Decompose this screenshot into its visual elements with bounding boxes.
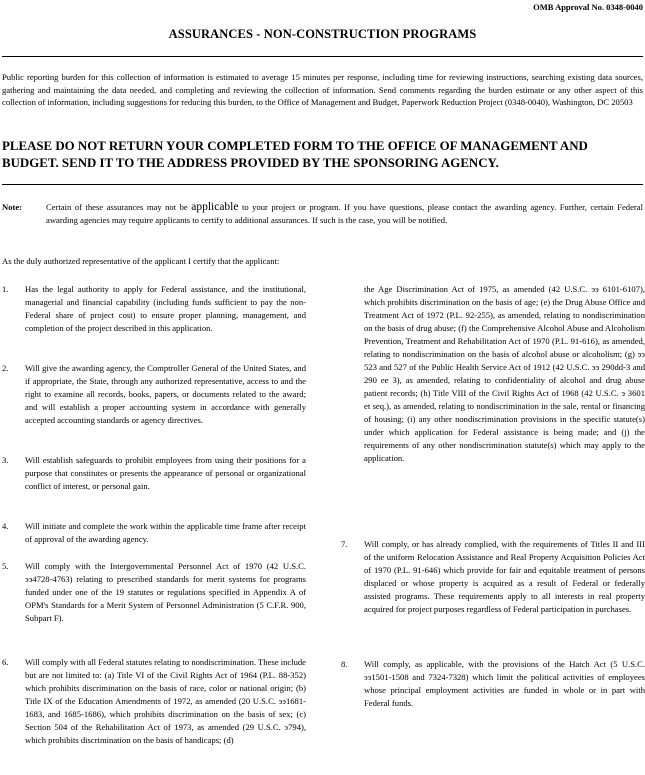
item-number: 5.: [2, 561, 9, 571]
divider-top: [2, 56, 643, 57]
note-label: Note:: [2, 202, 23, 212]
return-notice: PLEASE DO NOT RETURN YOUR COMPLETED FORM TO THE OFFICE OF MANAGEMENT AND BUDGET. SEND IT TO THE ADDRESS PROVIDED BY THE SPONSORING AGENCY.: [2, 139, 588, 170]
note-text-applicable: applicable: [191, 201, 239, 213]
burden-statement: Public reporting burden for this collection of information is estimated to average 15 minutes per response, including time for reviewing instructions, searching existing data sources, gathering and maintaining the data needed, and completing and reviewing the collection of information. Send comments regarding the burden estimate or any other aspect of this collection of information, including suggestions for reducing this burden, to the Office of Management and Budget, Paperwork Reduction Project (0348-0040), Washington, DC 20503: [2, 72, 643, 108]
item-number: 3.: [2, 455, 9, 465]
item-text: Will comply with the Intergovernmental Personnel Act of 1970 (42 U.S.C. ээ4728-4763) relating to prescribed standards for merit systems for programs funded under one of the 19 statutes or regulations specified in Appendix A of OPM's Standards for a Merit System of Personnel Administration (5 C.F.R. 900, Subpart F).: [25, 561, 306, 623]
item-text: Will initiate and complete the work within the applicable time frame after receipt of approval of the awarding agency.: [25, 521, 306, 544]
omb-approval-number: OMB Approval No. 0348-0040: [533, 2, 643, 12]
item-number: 6.: [2, 657, 9, 667]
item-text: Has the legal authority to apply for Federal assistance, and the institutional, managerial and financial capability (including funds sufficient to pay the non-Federal share of project cost) to ensure proper planning, management, and completion of the project described in this application.: [25, 284, 306, 333]
item-number: 7.: [341, 539, 348, 549]
item-number: 4.: [2, 521, 9, 531]
divider-middle: [2, 184, 643, 185]
page-title: ASSURANCES - NON-CONSTRUCTION PROGRAMS: [168, 27, 477, 41]
item-number: 1.: [2, 284, 9, 294]
item-number: 2.: [2, 363, 9, 373]
note-text-after: to your project or program. If you have questions, please contact the awarding agency. Further, certain Federal awarding agencies may require applicants to certify to additional assurances. If such is the case, you will be notified.: [46, 202, 643, 225]
item-text: Will give the awarding agency, the Comptroller General of the United States, and if appropriate, the State, through any authorized representative, access to and the right to examine all records, books, papers, or documents related to the award; and will establish a proper accounting system in accordance with generally accepted accounting standards or agency directives.: [25, 363, 306, 425]
item-text: Will comply with all Federal statutes relating to nondiscrimination. These include but are not limited to: (a) Title VI of the Civil Rights Act of 1964 (P.L. 88-352) which prohibits discrimination on the basis of race, color or national origin; (b) Title IX of the Education Amendments of 1972, as amended (20 U.S.C. ээ1681-1683, and 1685-1686), which prohibits discrimination on the basis of sex; (c) Section 504 of the Rehabilitation Act of 1973, as amended (29 U.S.C. э794), which prohibits discrimination on the basis of handicaps; (d): [25, 657, 306, 745]
item-text: Will comply, as applicable, with the provisions of the Hatch Act (5 U.S.C. ээ1501-1508 and 7324-7328) which limit the political activities of employees whose principal employment activities are funded in whole or in part with Federal funds.: [364, 659, 645, 708]
note-text-before: Certain of these assurances may not be: [46, 202, 188, 212]
assurance-item-6-continuation: the Age Discrimination Act of 1975, as amended (42 U.S.C. ээ 6101-6107), which prohibits discrimination on the basis of age; (e) the Drug Abuse Office and Treatment Act of 1972 (P.L. 92-255), as amended, relating to nondiscrimination on the basis of drug abuse; (f) the Comprehensive Alcohol Abuse and Alcoholism Prevention, Treatment and Rehabilitation Act of 1970 (P.L. 91-616), as amended, relating to nondiscrimination on the basis of alcohol abuse or alcoholism; (g) ээ 523 and 527 of the Public Health Service Act of 1912 (42 U.S.C. ээ 290dd-3 and 290 ee 3), as amended, relating to confidentiality of alcohol and drug abuse patient records; (h) Title VIII of the Civil Rights Act of 1968 (42 U.S.C. э 3601 et seq.), as amended, relating to nondiscrimination in the sale, rental or financing of housing; (i) any other nondiscrimination provisions in the specific statute(s) under which application for Federal assistance is being made; and (j) the requirements of any other nondiscrimination statute(s) which may apply to the application.: [364, 284, 645, 463]
note-text: [46, 201, 643, 227]
item-number: 8.: [341, 659, 348, 669]
item-text: Will comply, or has already complied, with the requirements of Titles II and III of the uniform Relocation Assistance and Real Property Acquisition Policies Act of 1970 (P.L. 91-646) which provide for fair and equitable treatment of persons displaced or whose property is acquired as a result of Federal or federally assisted programs. These requirements apply to all interests in real property acquired for project purposes regardless of Federal participation in purchases.: [364, 539, 645, 614]
certification-intro: As the duly authorized representative of the applicant I certify that the applicant:: [2, 256, 280, 266]
item-text: Will establish safeguards to prohibit employees from using their positions for a purpose that constitutes or presents the appearance of personal or organizational conflict of interest, or personal gain.: [25, 455, 306, 491]
